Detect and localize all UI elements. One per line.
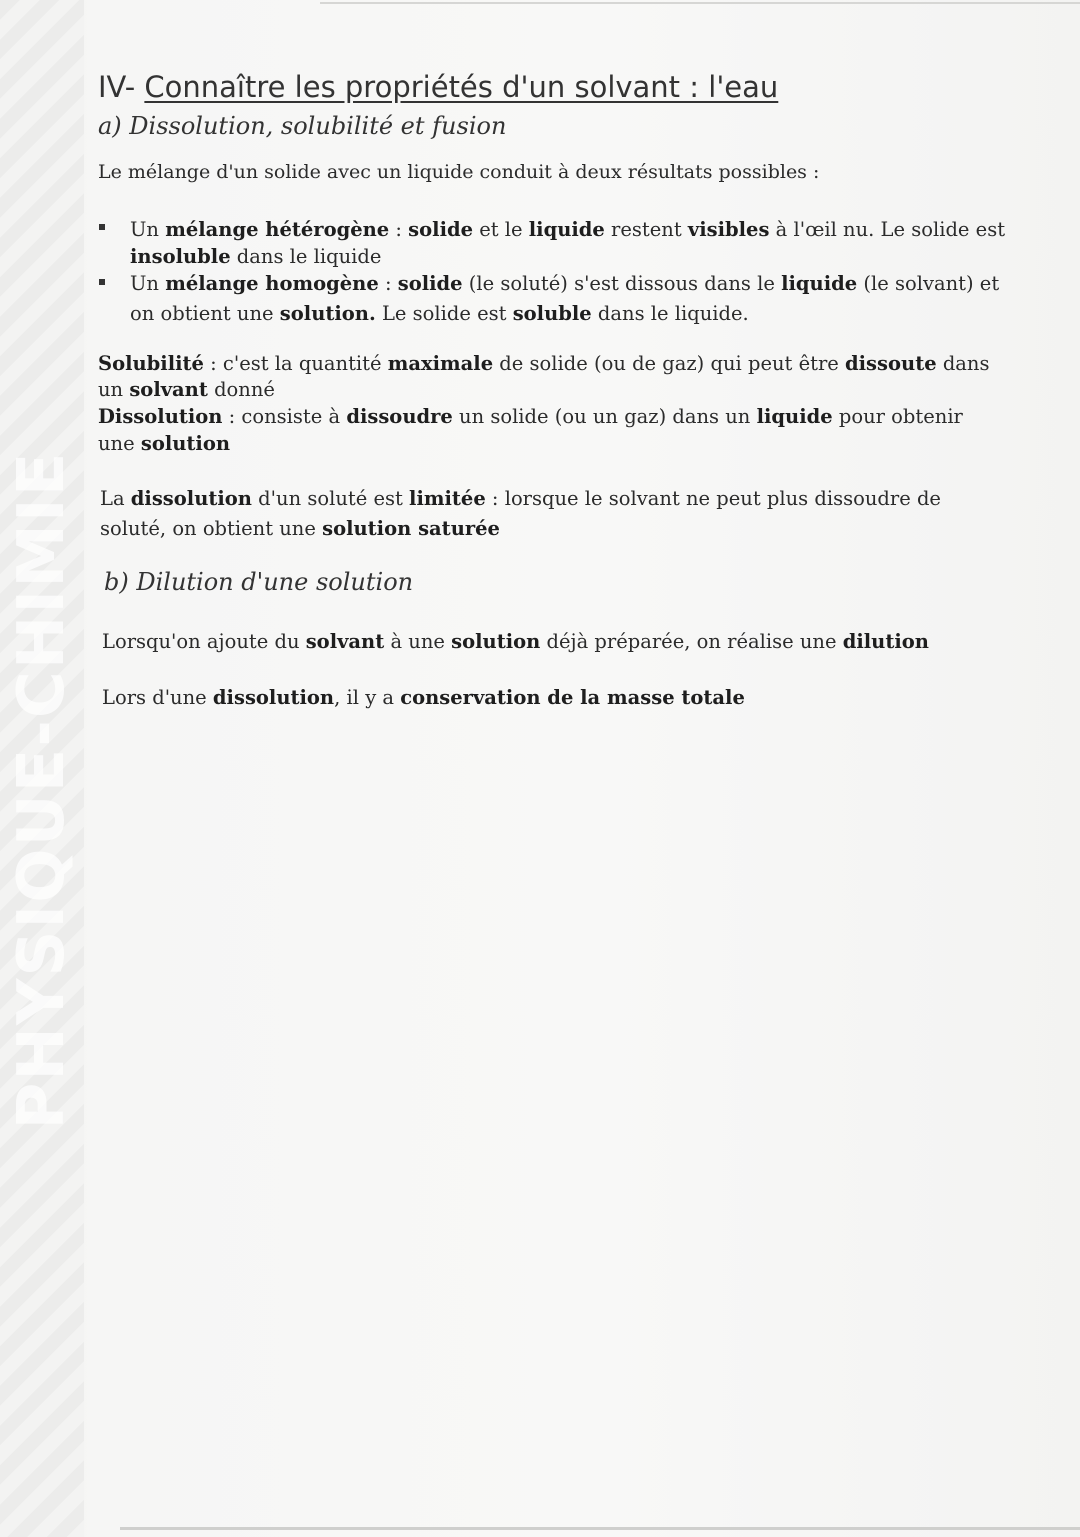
bullet-2-line-2: on obtient une solution. Le solide est soluble dans le liquide.	[130, 302, 749, 325]
definition-dissolution-line-1: Dissolution : consiste à dissoudre un solide (ou un gaz) dans un liquide pour obtenir	[98, 405, 963, 428]
definition-dissolution-line-2: une solution	[98, 432, 231, 455]
watermark: PHYSIQUE-CHIMIE	[5, 450, 79, 1130]
conservation-text: Lors d'une dissolution, il y a conservation de la masse totale	[102, 686, 745, 709]
bullet-1-line-2: insoluble dans le liquide	[130, 245, 382, 268]
bullet-marker	[99, 224, 105, 230]
top-rule	[320, 2, 1080, 4]
limit-line-1: La dissolution d'un soluté est limitée : lorsque le solvant ne peut plus dissoudre de	[100, 487, 941, 510]
bullet-1-line-1: Un mélange hétérogène : solide et le liquide restent visibles à l'œil nu. Le solide est	[130, 218, 1006, 241]
bullet-2-line-1: Un mélange homogène : solide (le soluté) s'est dissous dans le liquide (le solvant) et	[130, 272, 1000, 295]
section-title	[98, 70, 778, 104]
bottom-rule	[120, 1527, 1080, 1530]
subsection-b-title: b) Dilution d'une solution	[104, 568, 414, 596]
intro-text: Le mélange d'un solide avec un liquide conduit à deux résultats possibles :	[98, 161, 820, 183]
definition-solubilite-line-2: un solvant donné	[98, 378, 275, 401]
definition-solubilite-line-1: Solubilité : c'est la quantité maximale de solide (ou de gaz) qui peut être dissoute dans	[98, 352, 990, 375]
subsection-a-title: a) Dissolution, solubilité et fusion	[98, 112, 507, 140]
dilution-text: Lorsqu'on ajoute du solvant à une solution déjà préparée, on réalise une dilution	[102, 630, 929, 653]
limit-line-2: soluté, on obtient une solution saturée	[100, 517, 500, 540]
bullet-marker	[99, 279, 105, 285]
section-title-text: Connaître les propriétés d'un solvant : l'eau	[144, 70, 779, 104]
section-number: IV-	[98, 70, 136, 104]
